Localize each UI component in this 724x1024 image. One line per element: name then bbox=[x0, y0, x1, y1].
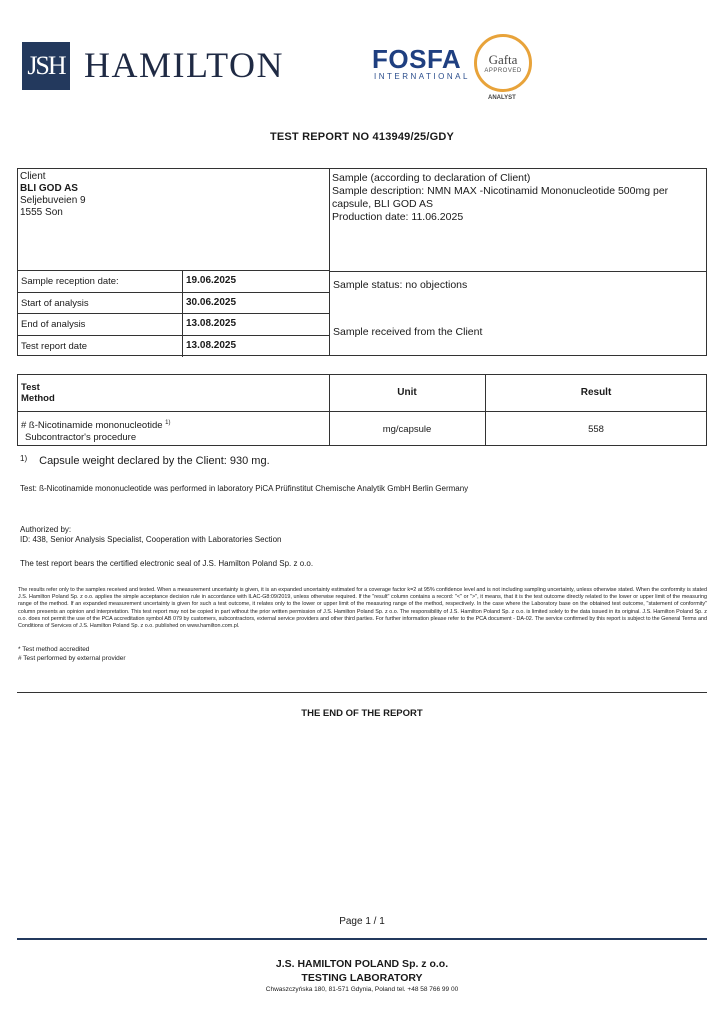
client-city: 1555 Son bbox=[20, 207, 63, 218]
legend-item: # Test performed by external provider bbox=[18, 655, 126, 662]
jsh-logo: JSH bbox=[22, 42, 70, 90]
header-test: Test bbox=[21, 382, 40, 393]
footer-address: Chwaszczyńska 180, 81-571 Gdynia, Poland tel. +48 58 766 99 00 bbox=[265, 986, 459, 993]
test-method: Subcontractor's procedure bbox=[25, 432, 137, 443]
date-label: Sample reception date: bbox=[21, 276, 119, 287]
date-value: 13.08.2025 bbox=[186, 339, 237, 351]
authorized-text: ID: 438, Senior Analysis Specialist, Cooperation with Laboratories Section bbox=[20, 535, 282, 544]
date-row bbox=[18, 271, 329, 293]
date-value: 30.06.2025 bbox=[186, 296, 237, 308]
header-test-method bbox=[21, 382, 55, 404]
header-result: Result bbox=[580, 387, 612, 398]
date-row bbox=[18, 314, 329, 336]
report-title: TEST REPORT NO 413949/25/GDY bbox=[269, 131, 455, 143]
footnote bbox=[20, 454, 270, 467]
header-method: Method bbox=[21, 393, 55, 404]
gafta-title: Gafta bbox=[488, 52, 518, 67]
gafta-approved: APPROVED bbox=[484, 68, 522, 74]
sample-received: Sample received from the Client bbox=[333, 326, 483, 338]
gafta-analyst: ANALYST bbox=[488, 95, 516, 101]
date-label: Test report date bbox=[21, 340, 88, 352]
sample-block bbox=[332, 172, 702, 224]
result-value: 558 bbox=[588, 424, 604, 435]
sample-description: Sample description: NMN MAX -Nicotinamid Mononucleotide 500mg per capsule, BLI GOD AS bbox=[332, 185, 669, 210]
test-name: # ß-Nicotinamide mononucleotide bbox=[21, 420, 163, 431]
table-row bbox=[21, 417, 171, 444]
date-value: 19.06.2025 bbox=[186, 275, 237, 286]
client-block bbox=[20, 171, 86, 219]
client-name: BLI GOD AS bbox=[20, 183, 78, 194]
client-street: Seljebuveien 9 bbox=[20, 195, 86, 206]
divider bbox=[17, 692, 707, 693]
fosfa-logo: FOSFA bbox=[372, 44, 462, 74]
sample-heading: Sample (according to declaration of Client) bbox=[332, 172, 531, 184]
legend-item: * Test method accredited bbox=[18, 646, 90, 653]
date-row bbox=[18, 293, 329, 315]
gafta-seal bbox=[474, 34, 532, 92]
disclaimer: The results refer only to the samples received and tested. When a measurement uncertainty is given, it is an expanded uncertainty estimated for a coverage factor k=2 at 95% confidence level and is not including sampling uncertainty, unless otherwise stated. When the conformity is stated J.S. Hamilton Poland Sp. z o.o. applies the simple acceptance decision rule in accordance with ILAC-G8:09/2019, unless otherwise required. If the "result" column contains a record: "<" or ">", it means, that it is the test outcome directly related to the lower or upper limit of the measuring range of the method. If an expanded measurement uncertainty is given for such a test outcome, it relates only to the lower or upper limit of the measuring range of the method, respectively. In the case where the Laboratory base on the obtained test outcome, "statement of conformity" column presents an opinion and interpretation. This test report may not be copied in part without the prior written permission of J.S. Hamilton Poland Sp. z o.o. The responsibility of J.S. Hamilton Poland Sp. z o.o. is limited solely to the data issued in its original. J.S. Hamilton Poland Sp. z o.o. does not permit the use of the PCA accreditation symbol AB 079 by customers, subcontractors, external service providers and other third parties. For further information please refer to the PCA document - DA-02. The service confirmed by this report is subject to the General Terms and Conditions of Services of J.S. Hamilton Poland Sp. z o.o. published on www.hamilton.com.pl. bbox=[18, 587, 707, 630]
test-note: Test: ß-Nicotinamide mononucleotide was performed in laboratory PiCA Prüfinstitut Chemische Analytik GmbH Berlin Germany bbox=[20, 484, 469, 493]
date-label: End of analysis bbox=[21, 319, 86, 330]
footer-company: J.S. HAMILTON POLAND Sp. z o.o. bbox=[275, 958, 449, 970]
fosfa-subtitle: INTERNATIONAL bbox=[374, 72, 470, 81]
page-number: Page 1 / 1 bbox=[339, 916, 385, 927]
date-value: 13.08.2025 bbox=[186, 318, 237, 329]
end-of-report: THE END OF THE REPORT bbox=[301, 708, 423, 719]
footnote-text: Capsule weight declared by the Client: 930 mg. bbox=[39, 455, 270, 467]
dates-block bbox=[18, 270, 329, 357]
footer-divider bbox=[17, 938, 707, 940]
footnote-marker: 1) bbox=[20, 454, 28, 463]
hamilton-wordmark: HAMILTON bbox=[84, 45, 285, 85]
authorized-block bbox=[20, 525, 281, 545]
table-divider bbox=[329, 169, 330, 355]
seal-text: The test report bears the certified electronic seal of J.S. Hamilton Poland Sp. z o.o. bbox=[20, 559, 314, 568]
client-sample-table bbox=[17, 168, 707, 356]
sample-status: Sample status: no objections bbox=[333, 279, 468, 291]
results-table bbox=[17, 374, 707, 446]
header-unit: Unit bbox=[397, 387, 417, 398]
client-label: Client bbox=[20, 171, 46, 182]
result-unit: mg/capsule bbox=[382, 424, 432, 435]
production-date: Production date: 11.06.2025 bbox=[332, 211, 464, 223]
test-footnote-marker: 1) bbox=[165, 420, 171, 426]
authorized-label: Authorized by: bbox=[20, 525, 72, 534]
legend bbox=[18, 645, 126, 663]
date-row bbox=[18, 336, 329, 358]
footer-lab: TESTING LABORATORY bbox=[301, 972, 423, 984]
date-label: Start of analysis bbox=[21, 297, 89, 309]
